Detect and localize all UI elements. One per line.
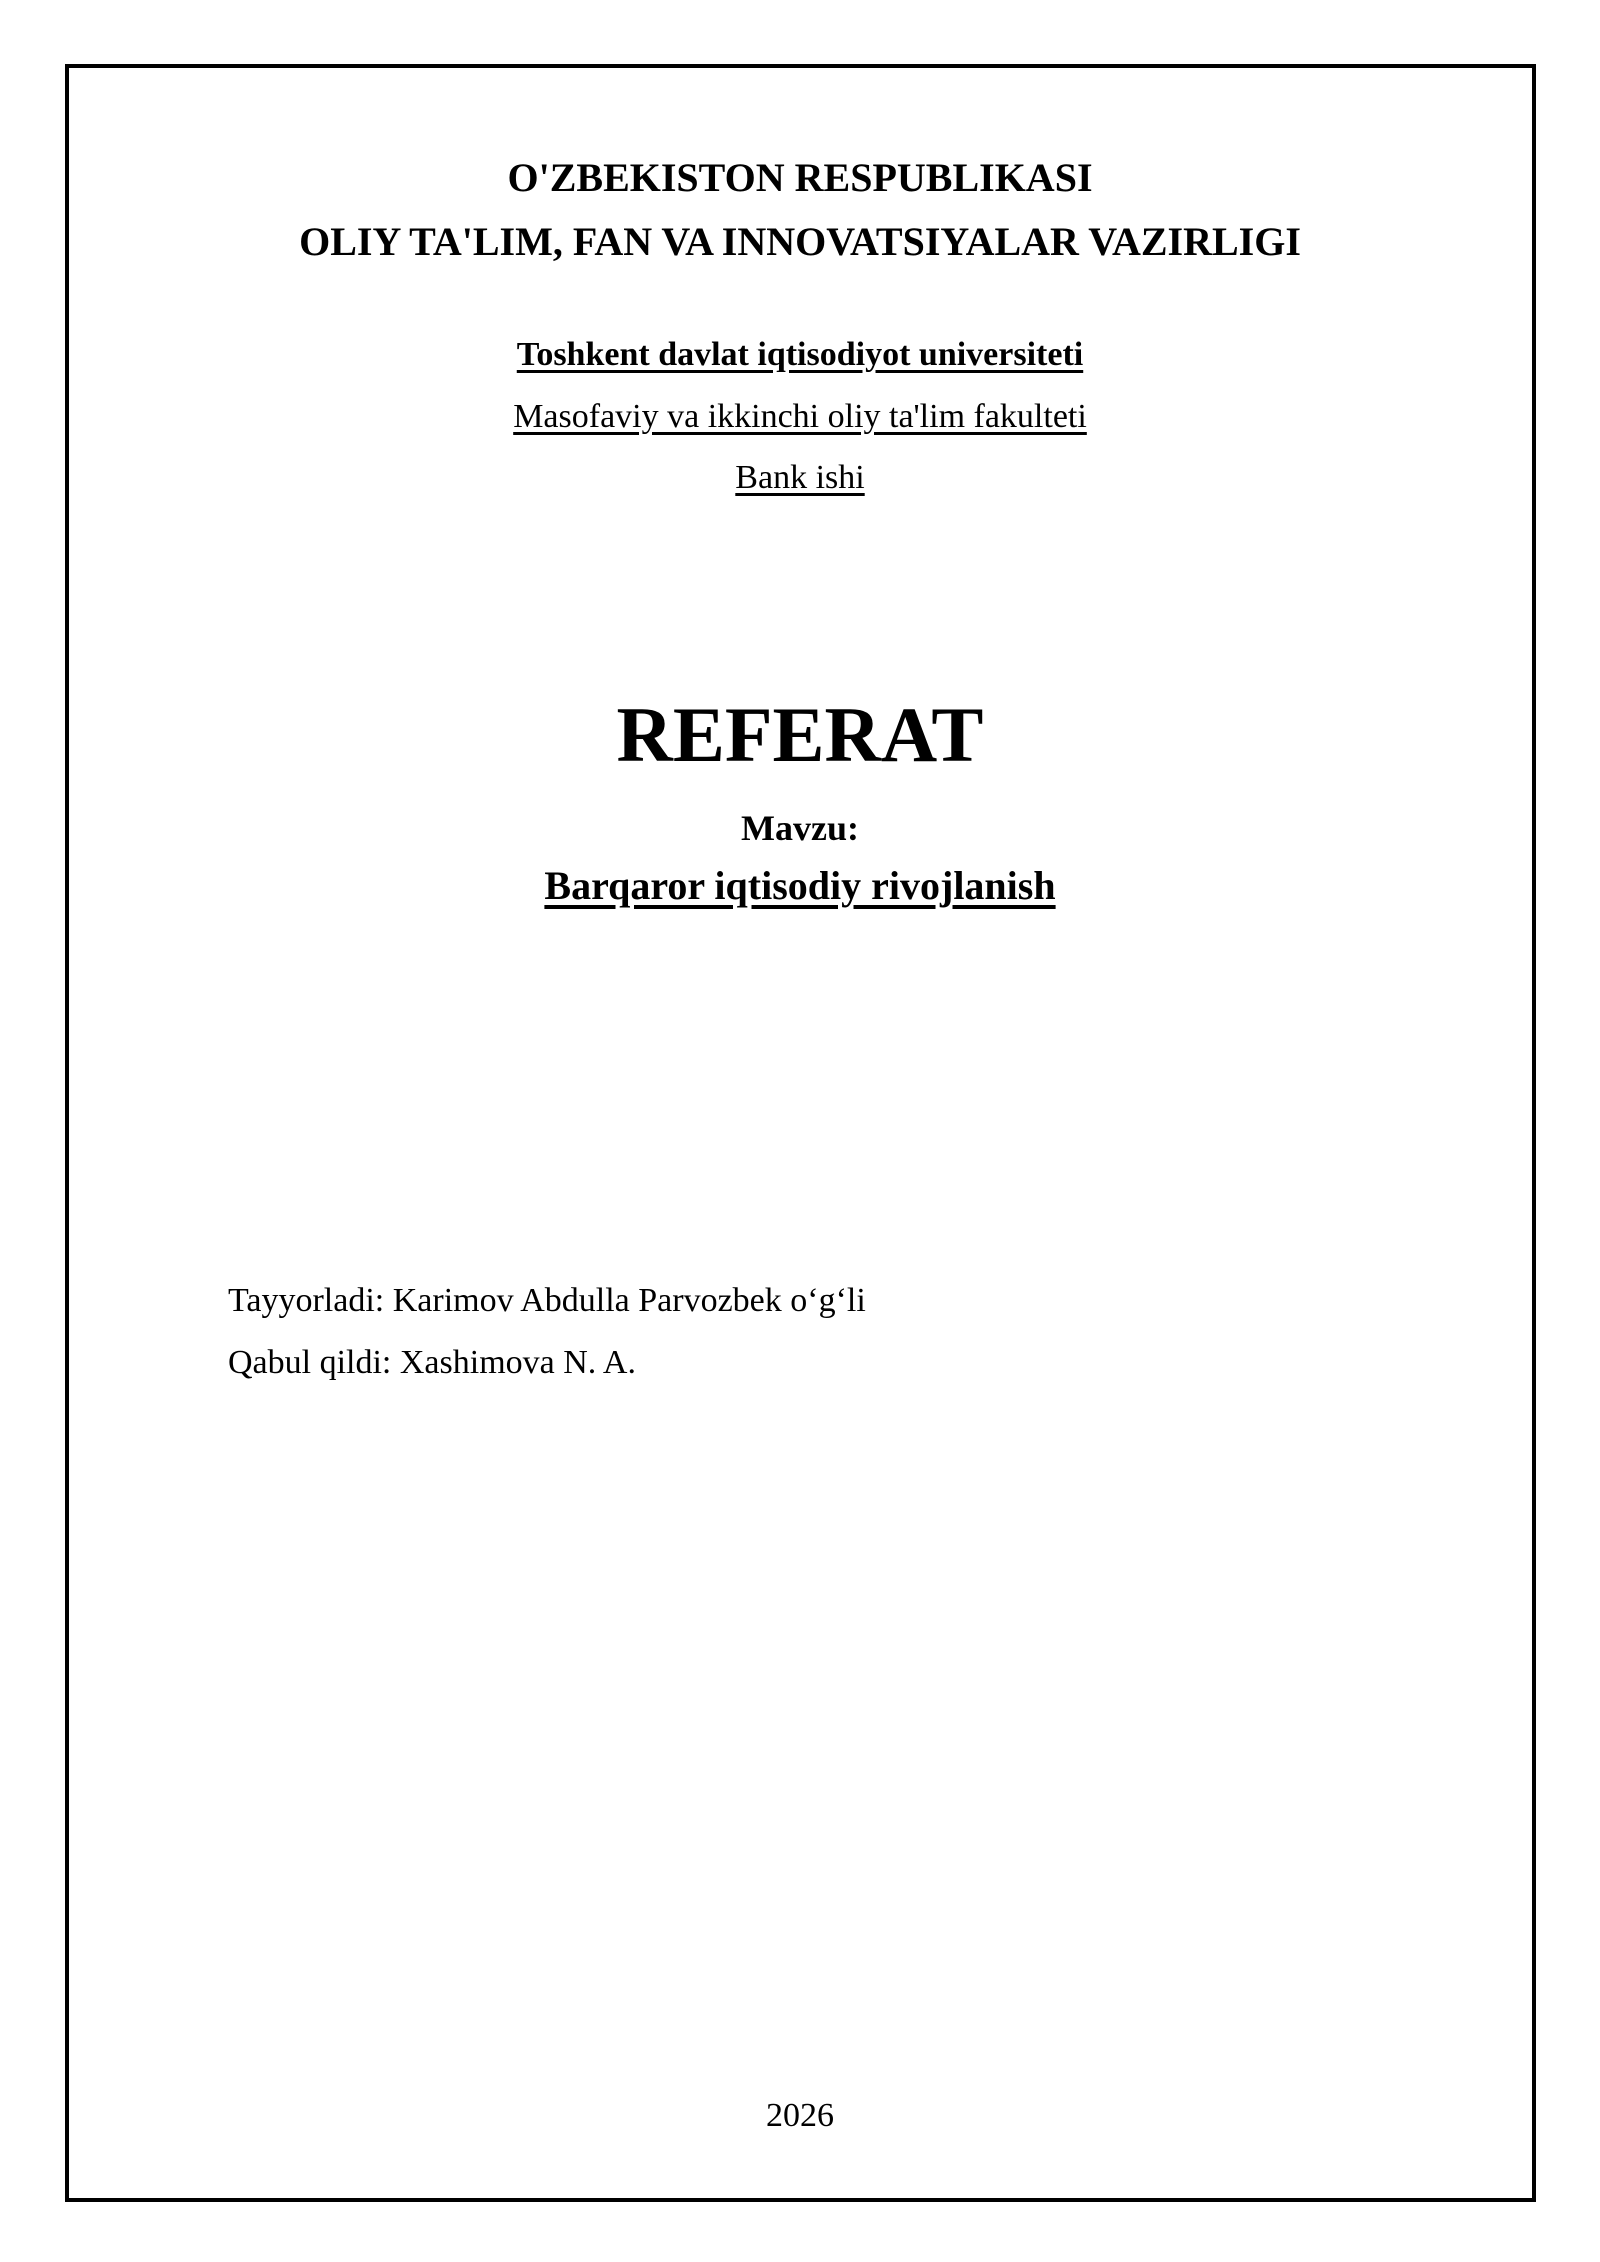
page-border bbox=[65, 64, 1536, 2202]
topic-title: Barqaror iqtisodiy rivojlanish bbox=[544, 863, 1056, 908]
university-name: Toshkent davlat iqtisodiyot universiteti bbox=[516, 336, 1084, 373]
ministry-heading: OLIY TA'LIM, FAN VA INNOVATSIYALAR VAZIRLIGI bbox=[299, 219, 1301, 264]
prepared-by: Tayyorladi: Karimov Abdulla Parvozbek o‘g‘li bbox=[228, 1282, 866, 1319]
document-type-title: REFERAT bbox=[616, 691, 984, 778]
year: 2026 bbox=[766, 2097, 834, 2134]
department-name: Bank ishi bbox=[735, 459, 865, 496]
country-heading: O'ZBEKISTON RESPUBLIKASI bbox=[507, 155, 1093, 200]
accepted-by: Qabul qildi: Xashimova N. A. bbox=[228, 1344, 636, 1381]
topic-label: Mavzu: bbox=[741, 808, 859, 848]
faculty-name: Masofaviy va ikkinchi oliy ta'lim fakulteti bbox=[513, 398, 1087, 435]
